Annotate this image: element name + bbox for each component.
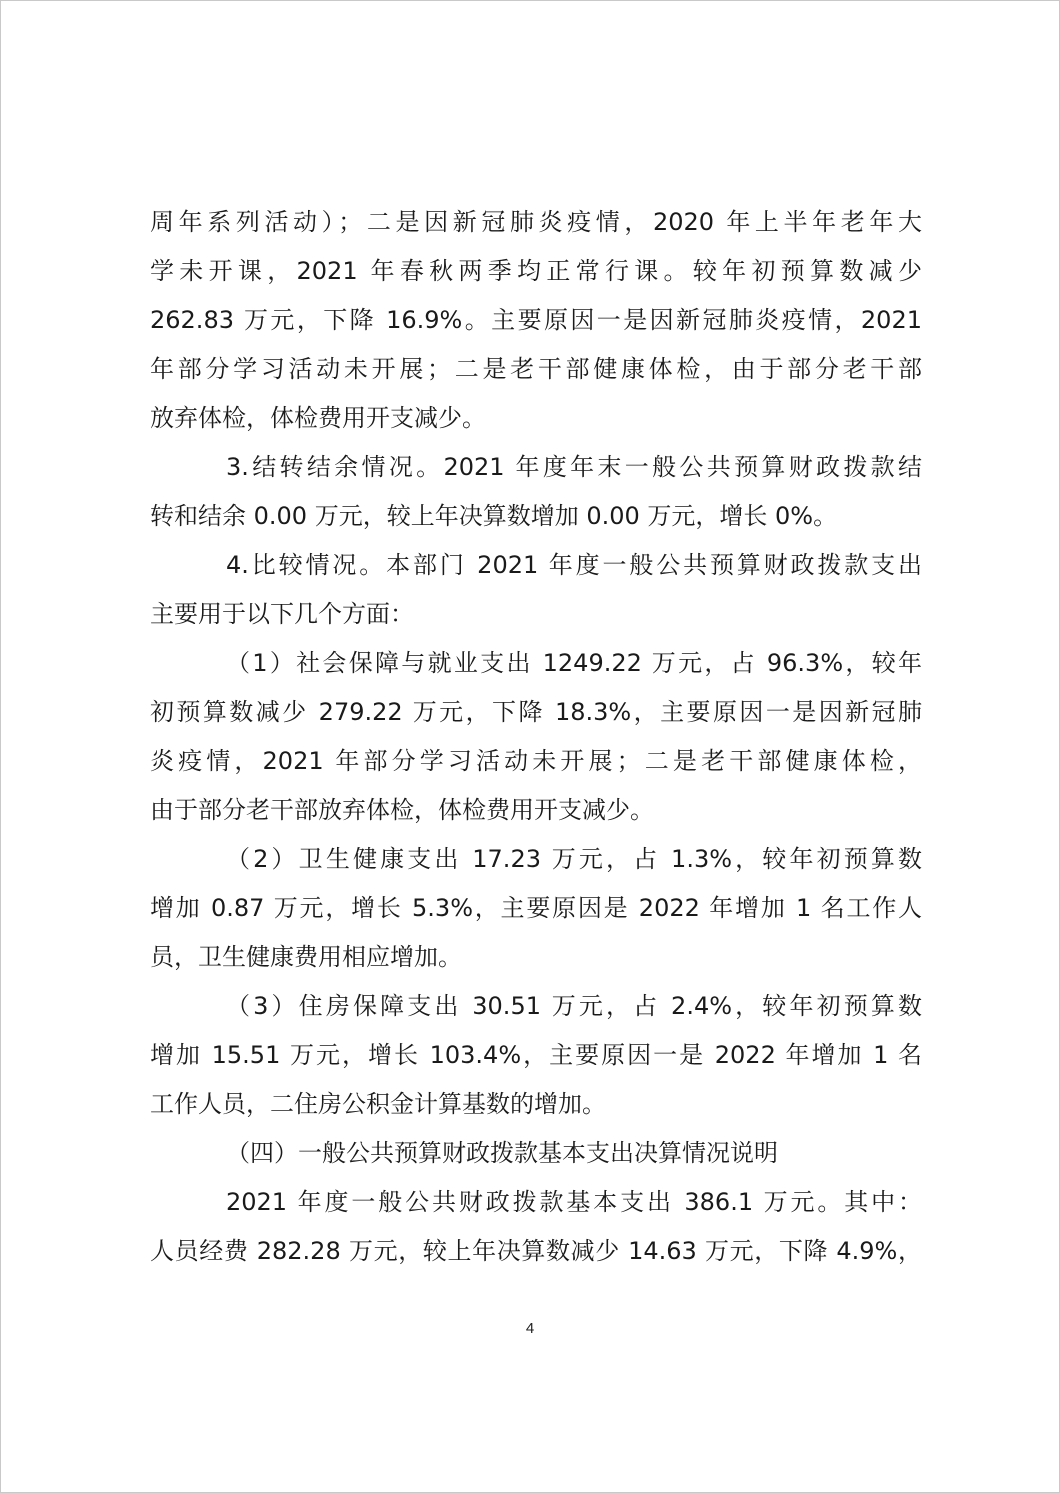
body-line-17: （3）住房保障支出 30.51 万元，占 2.4%，较年初预算数 — [226, 992, 922, 1020]
body-line-19: 工作人员，二住房公积金计算基数的增加。 — [150, 1090, 606, 1118]
body-line-5: 放弃体检，体检费用开支减少。 — [150, 404, 486, 432]
body-line-21: 2021 年度一般公共财政拨款基本支出 386.1 万元。其中： — [226, 1188, 922, 1216]
body-line-2: 学未开课，2021 年春秋两季均正常行课。较年初预算数减少 — [150, 257, 922, 285]
body-line-22: 人员经费 282.28 万元，较上年决算数减少 14.63 万元，下降 4.9%， — [150, 1237, 922, 1265]
section-heading: （四）一般公共预算财政拨款基本支出决算情况说明 — [226, 1139, 778, 1167]
body-line-16: 员，卫生健康费用相应增加。 — [150, 943, 462, 971]
body-line-10: （1）社会保障与就业支出 1249.22 万元，占 96.3%，较年 — [226, 649, 922, 677]
body-line-12: 炎疫情，2021 年部分学习活动未开展；二是老干部健康体检， — [150, 747, 922, 775]
body-line-8: 4.比较情况。本部门 2021 年度一般公共预算财政拨款支出 — [226, 551, 922, 579]
page-number: 4 — [525, 1320, 535, 1337]
body-line-13: 由于部分老干部放弃体检，体检费用开支减少。 — [150, 796, 654, 824]
document-body — [150, 198, 922, 1276]
body-line-18: 增加 15.51 万元，增长 103.4%，主要原因一是 2022 年增加 1 名 — [150, 1041, 922, 1069]
body-line-1: 周年系列活动）；二是因新冠肺炎疫情，2020 年上半年老年大 — [150, 208, 922, 236]
body-line-3: 262.83 万元，下降 16.9%。主要原因一是因新冠肺炎疫情，2021 — [150, 306, 922, 334]
body-line-4: 年部分学习活动未开展；二是老干部健康体检，由于部分老干部 — [150, 355, 922, 383]
body-line-6: 3.结转结余情况。2021 年度年末一般公共预算财政拨款结 — [226, 453, 922, 481]
body-line-9: 主要用于以下几个方面： — [150, 600, 414, 628]
body-line-15: 增加 0.87 万元，增长 5.3%，主要原因是 2022 年增加 1 名工作人 — [150, 894, 922, 922]
body-line-7: 转和结余 0.00 万元，较上年决算数增加 0.00 万元，增长 0%。 — [150, 502, 838, 530]
body-line-11: 初预算数减少 279.22 万元，下降 18.3%，主要原因一是因新冠肺 — [150, 698, 922, 726]
body-line-14: （2）卫生健康支出 17.23 万元，占 1.3%，较年初预算数 — [226, 845, 922, 873]
